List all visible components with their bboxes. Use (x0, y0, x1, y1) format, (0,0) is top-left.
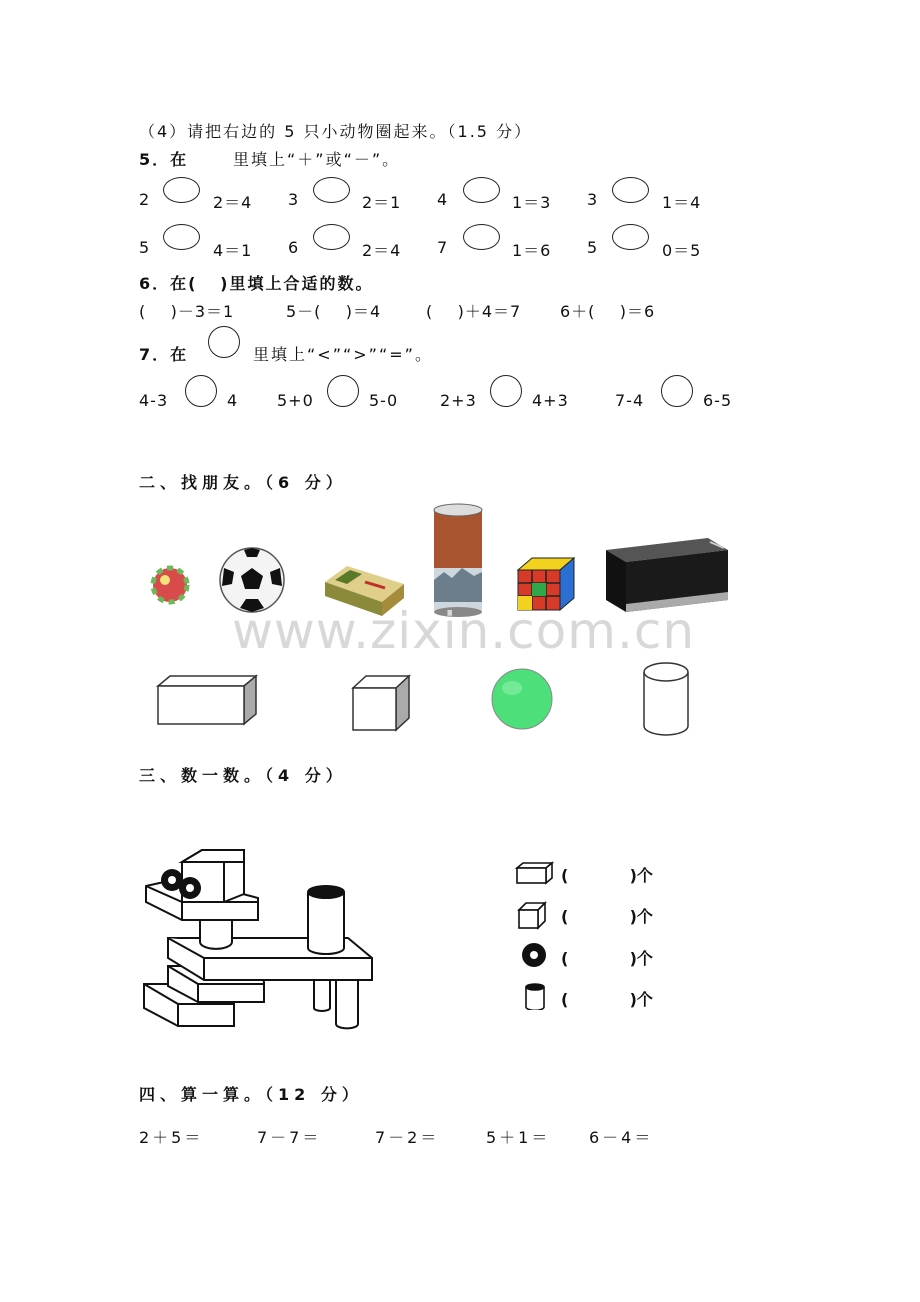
calc-item-5[interactable]: 6－4＝ (589, 1128, 654, 1147)
answer-oval[interactable] (612, 177, 649, 203)
q7-b3: 4+3 (532, 391, 569, 410)
q5-r2-b2: 2＝4 (362, 241, 402, 260)
answer-oval[interactable] (163, 177, 200, 203)
q5-r1-b2: 2＝1 (362, 193, 402, 212)
q5-r1-a3: 4 (437, 190, 449, 209)
q5-r1-a1: 2 (139, 190, 151, 209)
compare-circle[interactable] (490, 375, 522, 407)
q4-line: （4）请把右边的 5 只小动物圈起来。（1.5 分） (139, 122, 533, 141)
q5-head: 5．在 (139, 150, 189, 169)
q6-item-2: 5－( )＝4 (286, 302, 382, 321)
q6-item-3: ( )＋4＝7 (426, 302, 522, 321)
q5-r2-a3: 7 (437, 238, 449, 257)
cuboid-icon (158, 676, 256, 724)
q5-r2-a4: 5 (587, 238, 599, 257)
count-cube[interactable]: ( )个 (561, 907, 653, 926)
count-ball[interactable]: ( )个 (561, 949, 653, 968)
q5-r1-b1: 2＝4 (213, 193, 253, 212)
q5-r2-b1: 4＝1 (213, 241, 253, 260)
small-ball-icon (153, 568, 187, 602)
answer-oval[interactable] (463, 177, 500, 203)
cube-icon (353, 676, 409, 730)
cuboid-small-icon (517, 863, 552, 883)
q6-head: 6．在( )里填上合适的数。 (139, 274, 374, 293)
q7-b1: 4 (227, 391, 239, 410)
q7-head: 7．在 (139, 345, 189, 364)
shoebox-icon (606, 538, 728, 612)
watermark-text: www.zixin.com.cn (232, 602, 696, 660)
answer-oval[interactable] (313, 224, 350, 250)
cylinder-icon (644, 663, 688, 735)
calc-item-3[interactable]: 7－2＝ (375, 1128, 440, 1147)
q5-r2-b3: 1＝6 (512, 241, 552, 260)
compare-circle[interactable] (185, 375, 217, 407)
q5-r1-b3: 1＝3 (512, 193, 552, 212)
answer-oval[interactable] (313, 177, 350, 203)
q5-r1-a4: 3 (587, 190, 599, 209)
q6-item-4: 6＋( )＝6 (560, 302, 656, 321)
calc-item-2[interactable]: 7－7＝ (257, 1128, 322, 1147)
calc-item-4[interactable]: 5＋1＝ (486, 1128, 551, 1147)
q5-tail: 里填上“＋”或“－”。 (233, 150, 401, 169)
compare-circle-sample (208, 326, 240, 358)
compare-circle[interactable] (327, 375, 359, 407)
count-cylinder[interactable]: ( )个 (561, 990, 653, 1009)
q7-a2: 5+0 (277, 391, 314, 410)
sphere-icon (492, 669, 552, 729)
calc-item-1[interactable]: 2＋5＝ (139, 1128, 204, 1147)
q5-r2-a1: 5 (139, 238, 151, 257)
block-structure-figure (138, 840, 378, 1032)
cylinder-small-icon (526, 984, 544, 1010)
q7-tail: 里填上“<”“>”“=”。 (253, 345, 433, 364)
count-cuboid[interactable]: ( )个 (561, 866, 653, 885)
count-shapes-legend (514, 860, 554, 1010)
section-4-title: 四、算一算。（12 分） (139, 1085, 363, 1104)
q5-r1-b4: 1＝4 (662, 193, 702, 212)
q6-item-1: ( )－3＝1 (139, 302, 235, 321)
ball-small-icon (522, 943, 546, 967)
section-2-title: 二、找朋友。（6 分） (139, 473, 347, 492)
section-3-title: 三、数一数。（4 分） (139, 766, 347, 785)
cylinder-can-icon (434, 504, 482, 617)
answer-oval[interactable] (463, 224, 500, 250)
q7-a3: 2+3 (440, 391, 477, 410)
q7-a1: 4-3 (139, 391, 169, 410)
compare-circle[interactable] (661, 375, 693, 407)
q5-r2-a2: 6 (288, 238, 300, 257)
answer-oval[interactable] (612, 224, 649, 250)
q7-b4: 6-5 (703, 391, 733, 410)
q5-r1-a2: 3 (288, 190, 300, 209)
q7-a4: 7-4 (615, 391, 645, 410)
q7-b2: 5-0 (369, 391, 399, 410)
q5-r2-b4: 0＝5 (662, 241, 702, 260)
answer-oval[interactable] (163, 224, 200, 250)
cube-small-icon (519, 903, 545, 928)
